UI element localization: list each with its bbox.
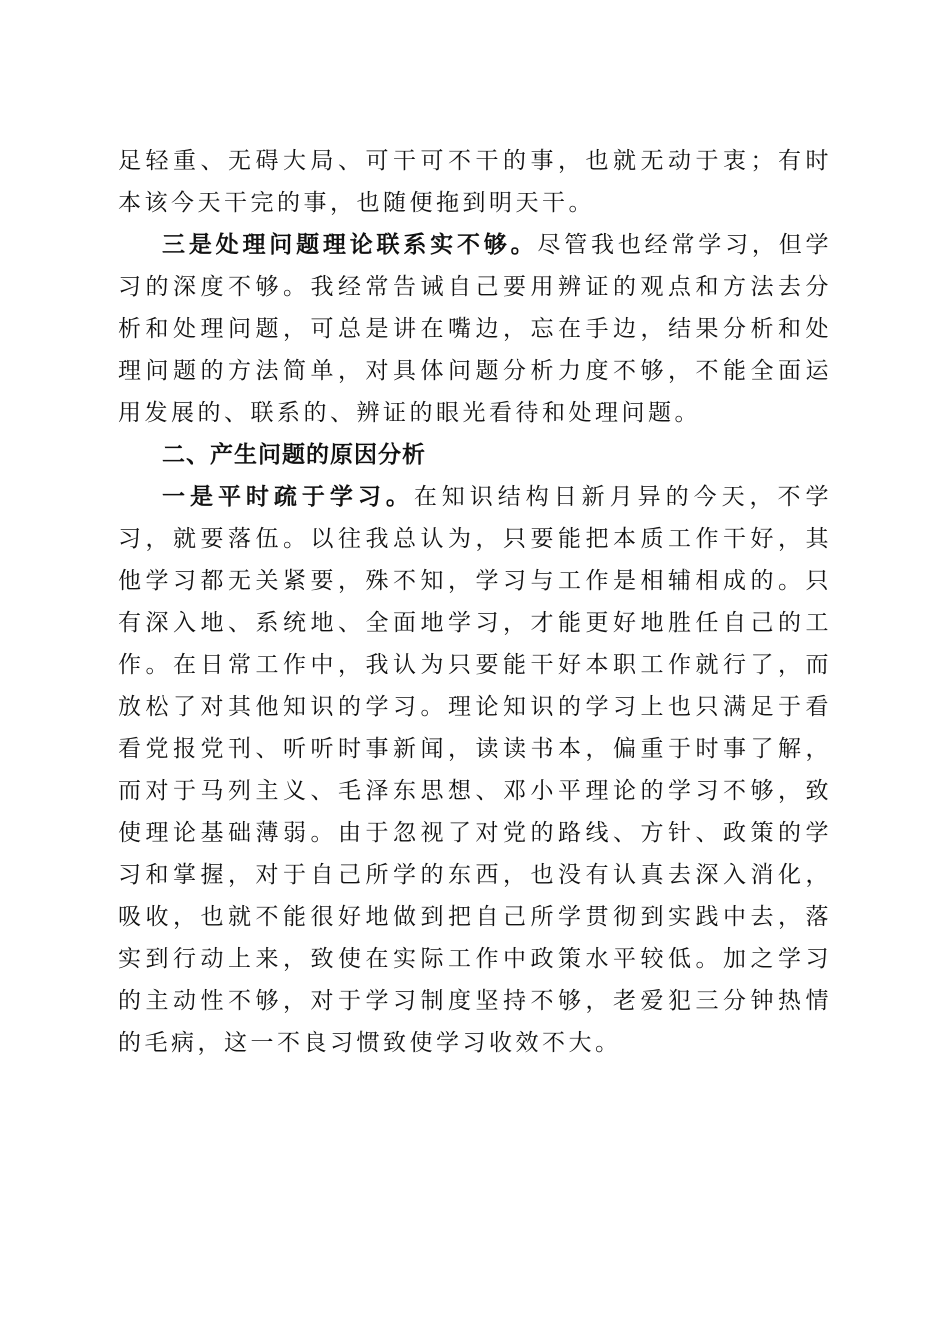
paragraph-point-three — [118, 224, 832, 434]
paragraph-lead: 三是处理问题理论联系实不够。 — [162, 231, 538, 258]
paragraph-continuation — [118, 140, 832, 224]
document-body — [118, 140, 832, 1064]
section-heading: 二、产生问题的原因分析 — [162, 442, 426, 468]
paragraph-text: 在知识结构日新月异的今天，不学习，就要落伍。以往我总认为，只要能把本质工作干好，其他学习都无关紧要，殊不知，学习与工作是相辅相成的。只有深入地、系统地、全面地学习，才能更好地胜任自己的工作。在日常工作中，我认为只要能干好本职工作就行了，而放松了对其他知识的学习。理论知识的学习上也只满足于看看党报党刊、听听时事新闻，读读书本，偏重于时事了解，而对于马列主义、毛泽东思想、邓小平理论的学习不够，致使理论基础薄弱。由于忽视了对党的路线、方针、政策的学习和掌握，对于自己所学的东西，也没有认真去深入消化，吸收，也就不能很好地做到把自己所学贯彻到实践中去，落实到行动上来，致使在实际工作中政策水平较低。加之学习的主动性不够，对于学习制度坚持不够，老爱犯三分钟热情的毛病，这一不良习惯致使学习收效不大。 — [118, 484, 833, 1056]
paragraph-text: 尽管我也经常学习，但学习的深度不够。我经常告诫自己要用辨证的观点和方法去分析和处理问题，可总是讲在嘴边，忘在手边，结果分析和处理问题的方法简单，对具体问题分析力度不够，不能全面运用发展的、联系的、辨证的眼光看待和处理问题。 — [118, 232, 832, 426]
paragraph-lead: 一是平时疏于学习。 — [162, 483, 414, 510]
paragraph-text: 足轻重、无碍大局、可干可不干的事，也就无动于衷；有时本该今天干完的事，也随便拖到明天干。 — [118, 148, 832, 216]
paragraph-point-one — [118, 476, 832, 1064]
